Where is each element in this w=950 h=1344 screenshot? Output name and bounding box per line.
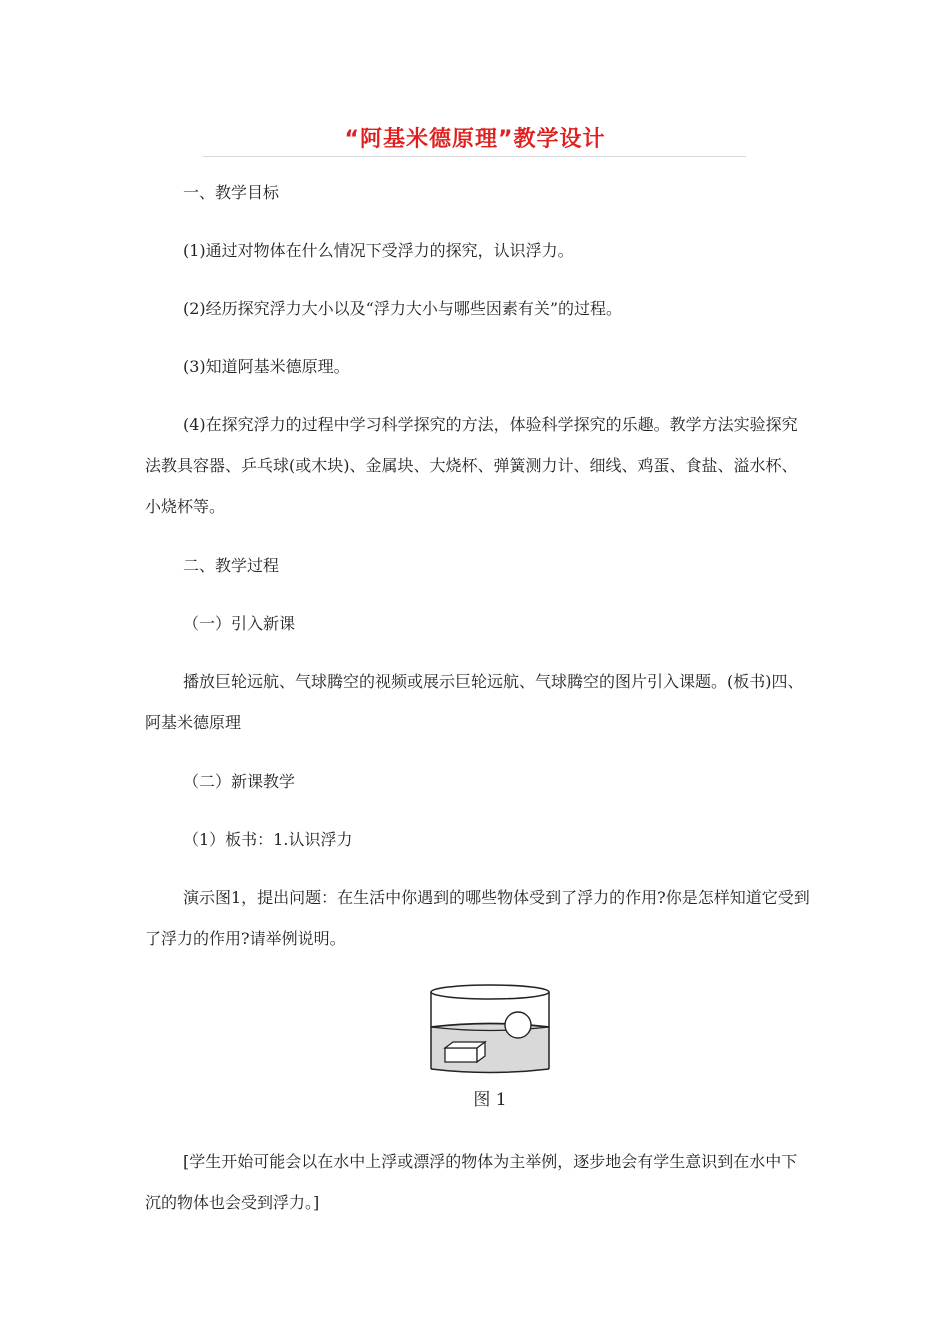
figure-caption: 图 1: [473, 1090, 507, 1110]
goal-item-1: (1)通过对物体在什么情况下受浮力的探究，认识浮力。: [183, 241, 574, 260]
subheading-intro: （一）引入新课: [183, 614, 296, 633]
goal-item-4: (4)在探究浮力的过程中学习科学探究的方法，体验科学探究的乐趣。教学方法实验探究法教具容器、乒乓球(或木块)、金属块、大烧杯、弹簧测力计、细线、鸡蛋、食盐、溢水杯、小烧杯等。: [145, 415, 798, 516]
student-note: [学生开始可能会以在水中上浮或漂浮的物体为主举例，逐步地会有学生意识到在水中下沉的物体也会受到浮力。]: [145, 1152, 798, 1212]
section-heading-goals: 一、教学目标: [183, 183, 280, 202]
title-divider: [203, 156, 746, 157]
demo-paragraph: 演示图1，提出问题：在生活中你遇到的哪些物体受到了浮力的作用?你是怎样知道它受到了浮力的作用?请举例说明。: [145, 888, 810, 948]
board-note: （1）板书：1.认识浮力: [183, 830, 353, 849]
beaker-rim: [431, 985, 549, 999]
intro-paragraph: 播放巨轮远航、气球腾空的视频或展示巨轮远航、气球腾空的图片引入课题。(板书)四、阿基米德原理: [145, 672, 804, 732]
page-title: “阿基米德原理”教学设计: [344, 127, 606, 152]
goal-item-3: (3)知道阿基米德原理。: [183, 357, 350, 376]
subheading-new-lesson: （二）新课教学: [183, 772, 296, 791]
sunken-block-front: [445, 1048, 477, 1062]
goal-item-2: (2)经历探究浮力大小以及“浮力大小与哪些因素有关”的过程。: [183, 299, 623, 318]
floating-ball: [505, 1012, 531, 1038]
section-heading-process: 二、教学过程: [183, 556, 280, 575]
